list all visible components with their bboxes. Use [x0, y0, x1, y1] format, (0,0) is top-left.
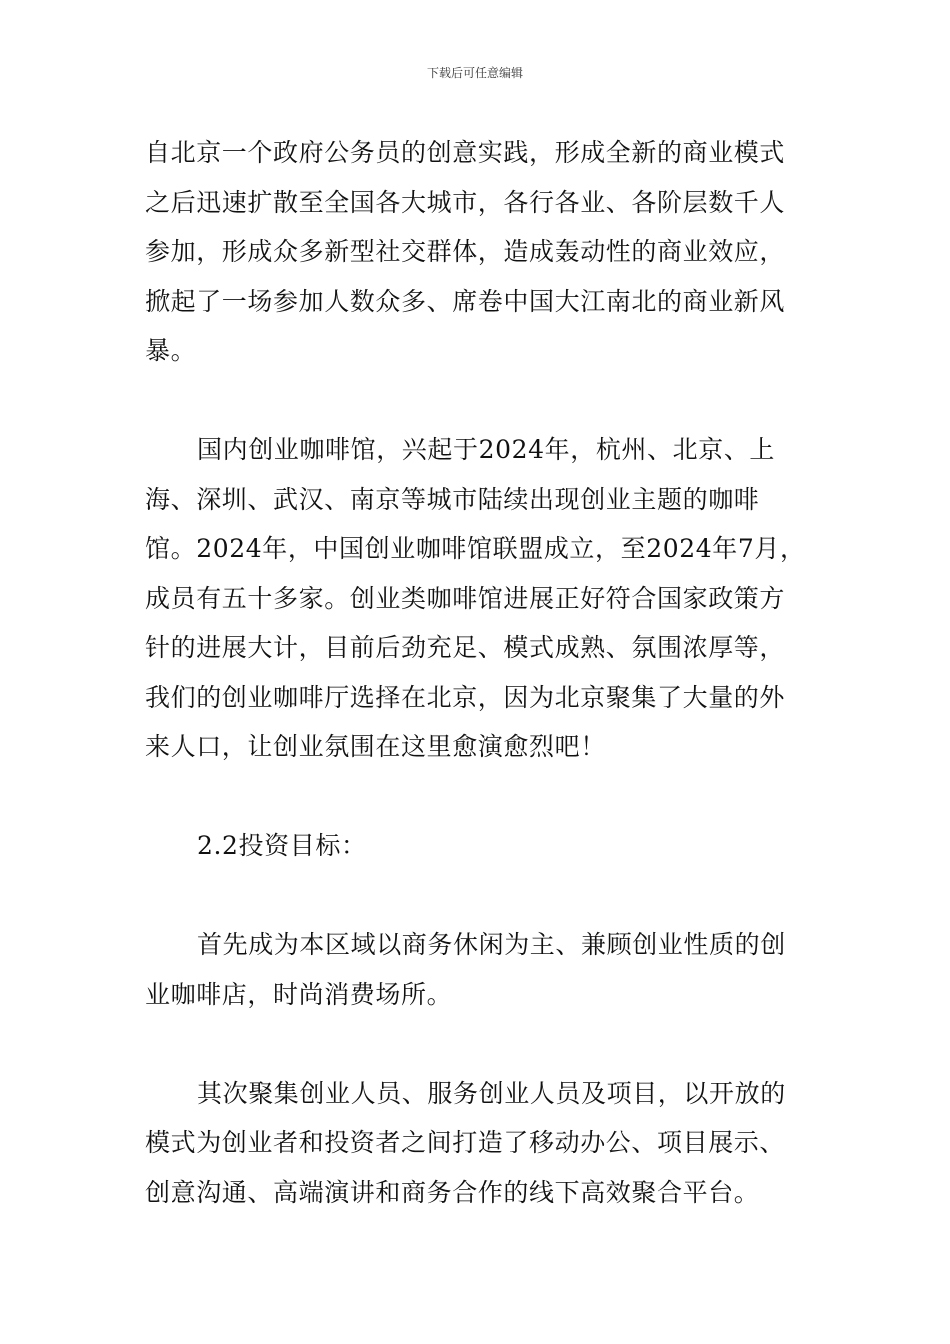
page-header: 下载后可任意编辑: [426, 66, 523, 80]
paragraph-gap: [145, 376, 810, 426]
document-body: [145, 128, 810, 1217]
paragraph-gap: [145, 1019, 810, 1069]
paragraph-goal-first: 首先成为本区域以商务休闲为主、兼顾创业性质的创业咖啡店，时尚消费场所。: [145, 930, 786, 1009]
section-heading-investment-goals: 2.2投资目标：: [197, 831, 367, 860]
paragraph-startup-cafes: 国内创业咖啡馆，兴起于2024年，杭州、北京、上海、深圳、武汉、南京等城市陆续出现创业主题的咖啡馆。2024年，中国创业咖啡馆联盟成立，至2024年7月，成员有五十多家。创业类咖啡馆进展正好符合国家政策方针的进展大计，目前后劲充足、模式成熟、氛围浓厚等，我们的创业咖啡厅选择在北京，因为北京聚集了大量的外来人口，让创业氛围在这里愈演愈烈吧！: [145, 435, 806, 761]
paragraph-continuation: 自北京一个政府公务员的创意实践，形成全新的商业模式之后迅速扩散至全国各大城市，各行各业、各阶层数千人参加，形成众多新型社交群体，造成轰动性的商业效应，掀起了一场参加人数众多、席卷中国大江南北的商业新风暴。: [145, 138, 786, 365]
paragraph-gap: [145, 772, 810, 822]
paragraph-goal-second: 其次聚集创业人员、服务创业人员及项目，以开放的模式为创业者和投资者之间打造了移动办公、项目展示、创意沟通、高端演讲和商务合作的线下高效聚合平台。: [145, 1078, 786, 1207]
paragraph-gap: [145, 871, 810, 921]
